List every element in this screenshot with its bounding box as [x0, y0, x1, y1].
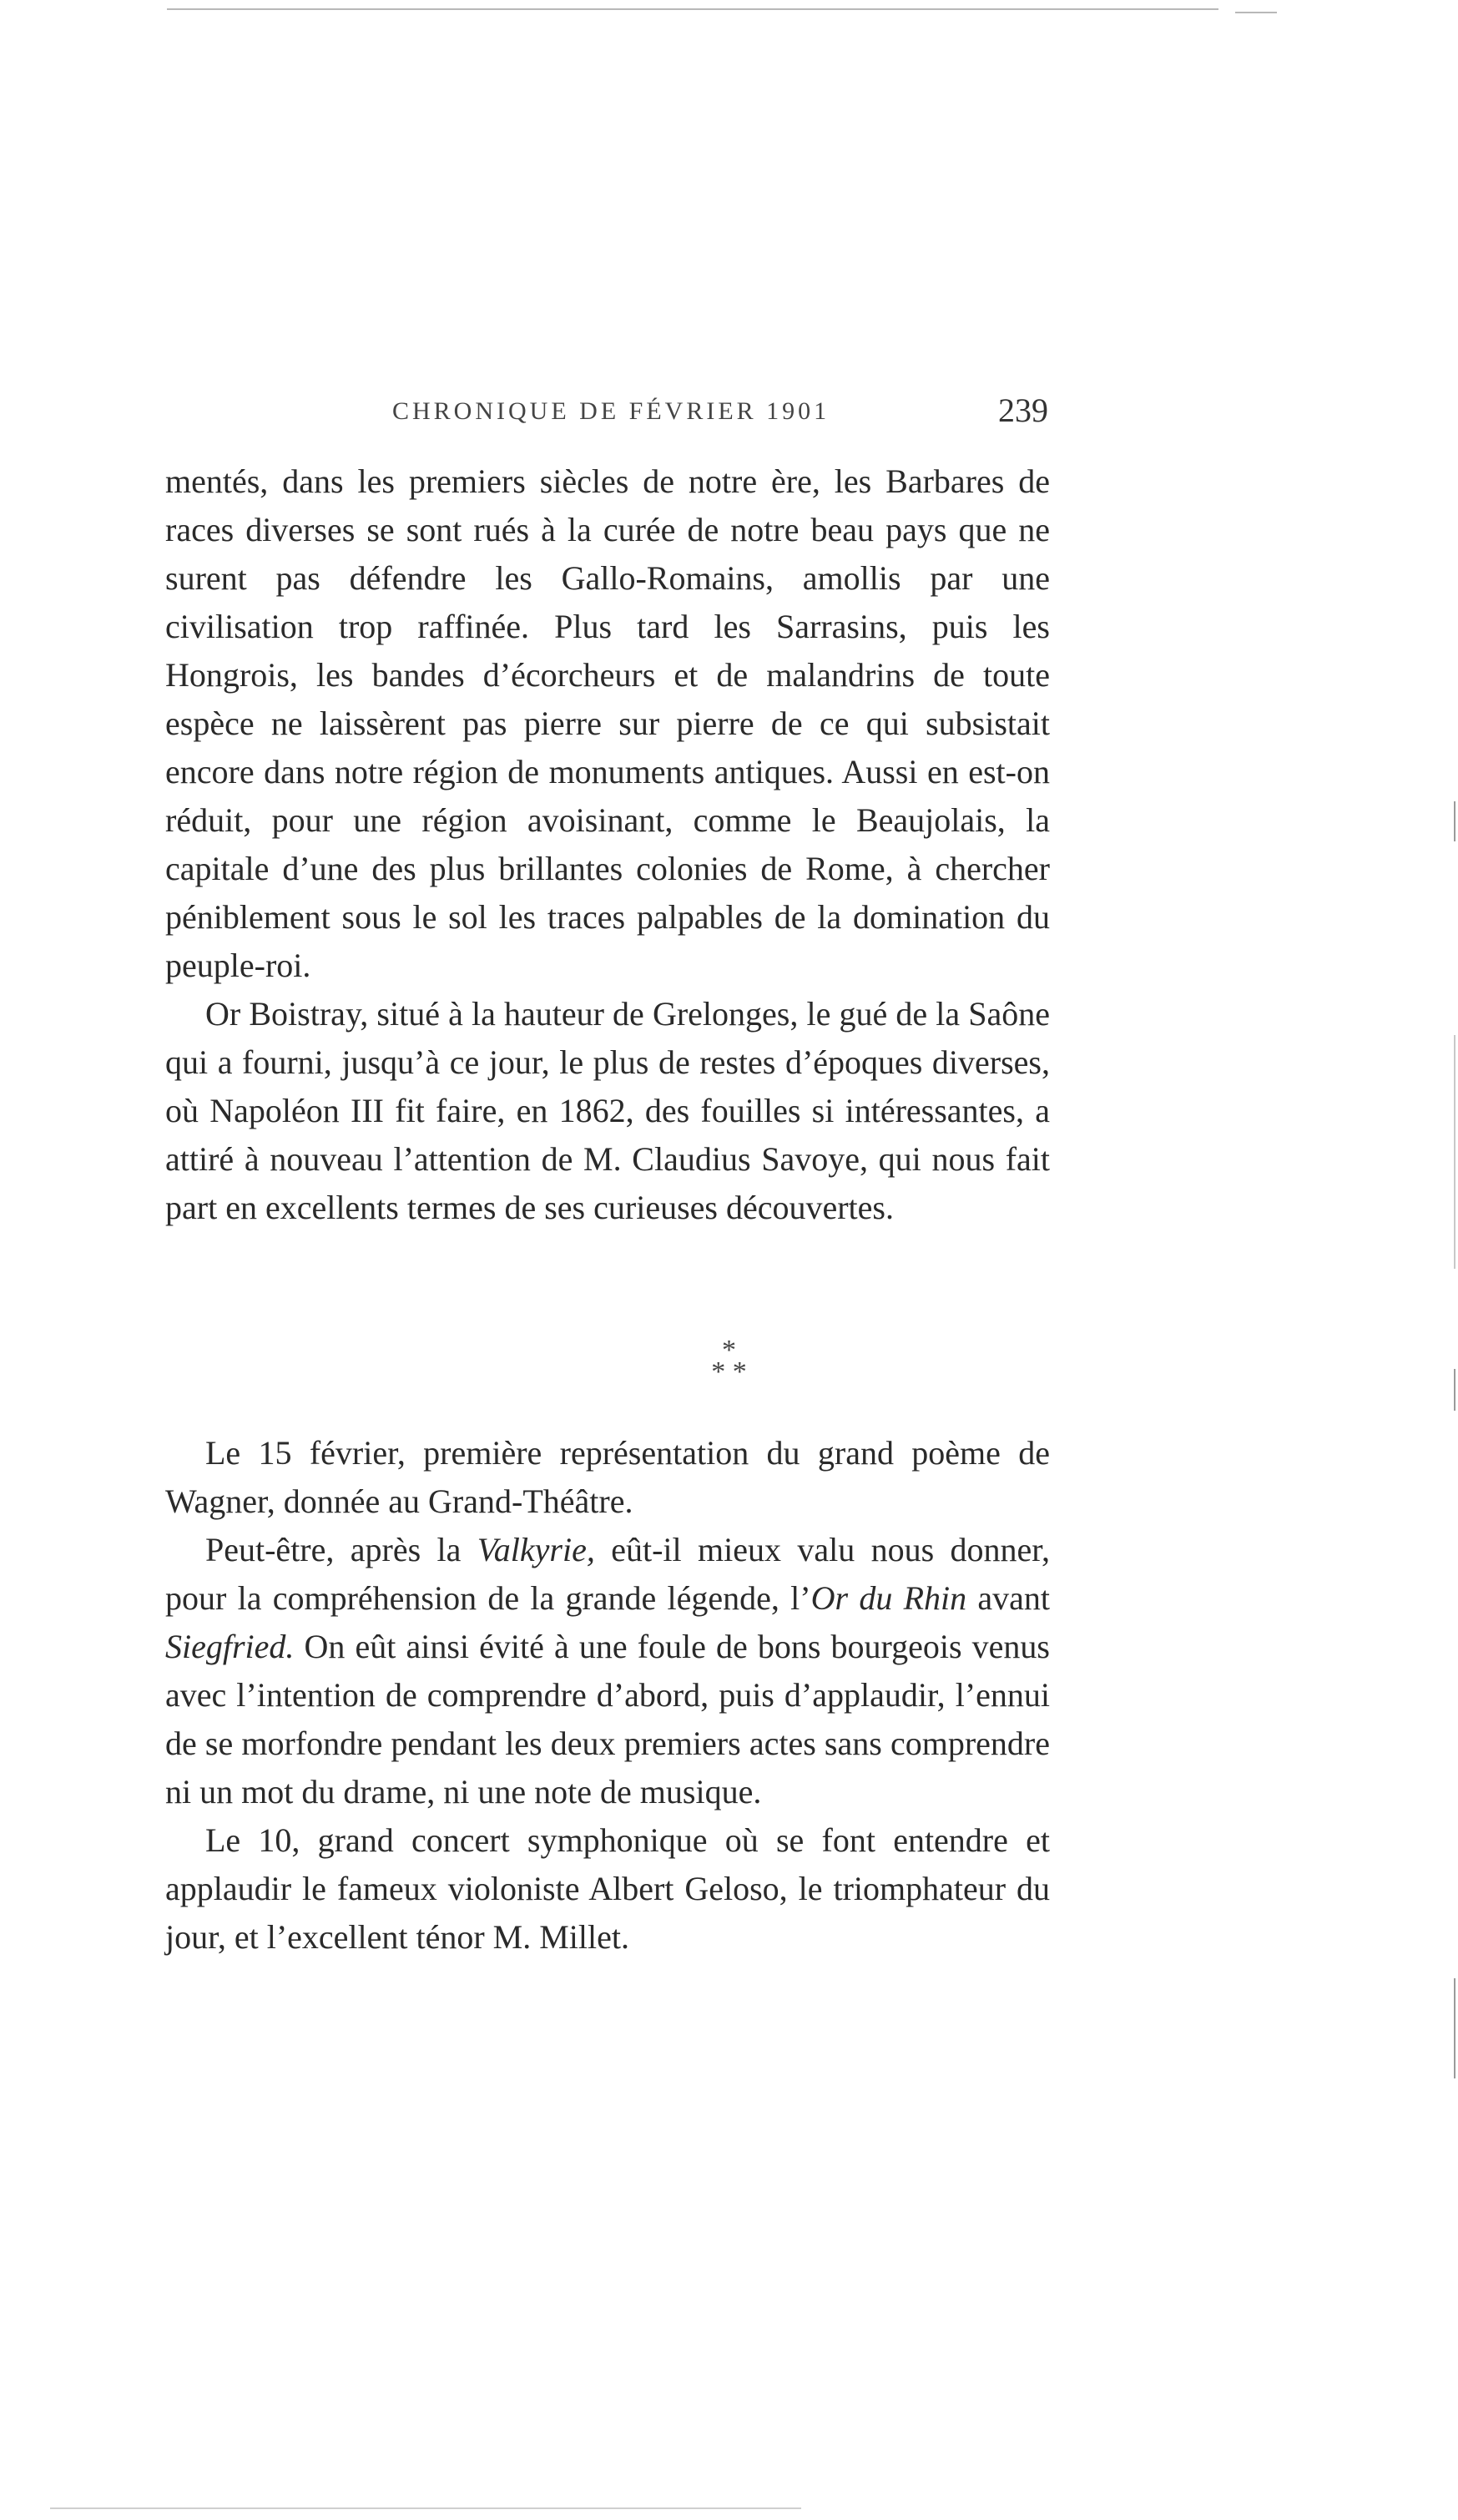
asterism-top: * [722, 1335, 736, 1366]
text-run: eût-il mieux valu nous donner, pour la compréhension de la grande légende, l’ [165, 1531, 1050, 1617]
asterism-bottom: * * [711, 1356, 747, 1387]
paragraph: Le 15 février, première représentation du grand poème de Wagner, donnée au Grand-Théâtre. [165, 1434, 1050, 1520]
opera-title-or-du-rhin: Or du Rhin [810, 1579, 967, 1617]
right-margin-mark [1454, 1978, 1455, 2078]
paragraph: Or Boistray, situé à la hauteur de Grelonges, le gué de la Saône qui a fourni, jusqu’à ce jour, le plus de restes d’époques diverses, où Napoléon III fit faire, en 1862, des fouilles si intéressantes, a attiré à nouveau l’attention de M. Claudius Savoye, qui nous fait part en excellents termes de ses curieuses découvertes. [165, 995, 1050, 1226]
asterism-divider [0, 1335, 1458, 1387]
top-edge-rule-right [1235, 12, 1277, 13]
paragraph: Le 10, grand concert symphonique où se font entendre et applaudir le fameux violoniste Albert Geloso, le triomphateur du jour, et l’excellent ténor M. Millet. [165, 1821, 1050, 1956]
paragraph [165, 1526, 1050, 1816]
top-edge-rule [167, 8, 1218, 10]
page-number: 239 [998, 391, 1048, 429]
opera-title-valkyrie: Valkyrie, [477, 1531, 595, 1568]
right-margin-mark [1454, 1035, 1455, 1269]
bottom-edge-rule [50, 2507, 801, 2509]
text-run: On eût ainsi évité à une foule de bons bourgeois venus avec l’intention de comprendre d’abord, puis d’applaudir, l’ennui de se morfondre pendant les deux premiers actes sans comprendre ni un mot du drame, ni une note de musique. [165, 1628, 1050, 1810]
section-two [165, 1429, 1050, 1962]
section-one [165, 457, 1050, 1232]
right-margin-mark [1454, 801, 1455, 841]
running-header [0, 391, 1458, 441]
opera-title-siegfried: Siegfried. [165, 1628, 295, 1665]
paragraph-continued: mentés, dans les premiers siècles de notre ère, les Barbares de races diverses se sont rués à la curée de notre beau pays que ne surent pas défendre les Gallo-Romains, amollis par une civilisation trop raffinée. Plus tard les Sarrasins, puis les Hongrois, les bandes d’écorcheurs et de malandrins de toute espèce ne laissèrent pas pierre sur pierre de ce qui subsistait encore dans notre région de monuments antiques. Aussi en est-on réduit, pour une région avoisinant, comme le Beaujolais, la capitale d’une des plus brillantes colonies de Rome, à chercher péniblement sous le sol les traces palpables de la domination du peuple-roi. [165, 462, 1050, 984]
text-run: avant [966, 1579, 1051, 1617]
text-run: Peut-être, après la [205, 1531, 477, 1568]
running-title: CHRONIQUE DE FÉVRIER 1901 [392, 397, 830, 425]
